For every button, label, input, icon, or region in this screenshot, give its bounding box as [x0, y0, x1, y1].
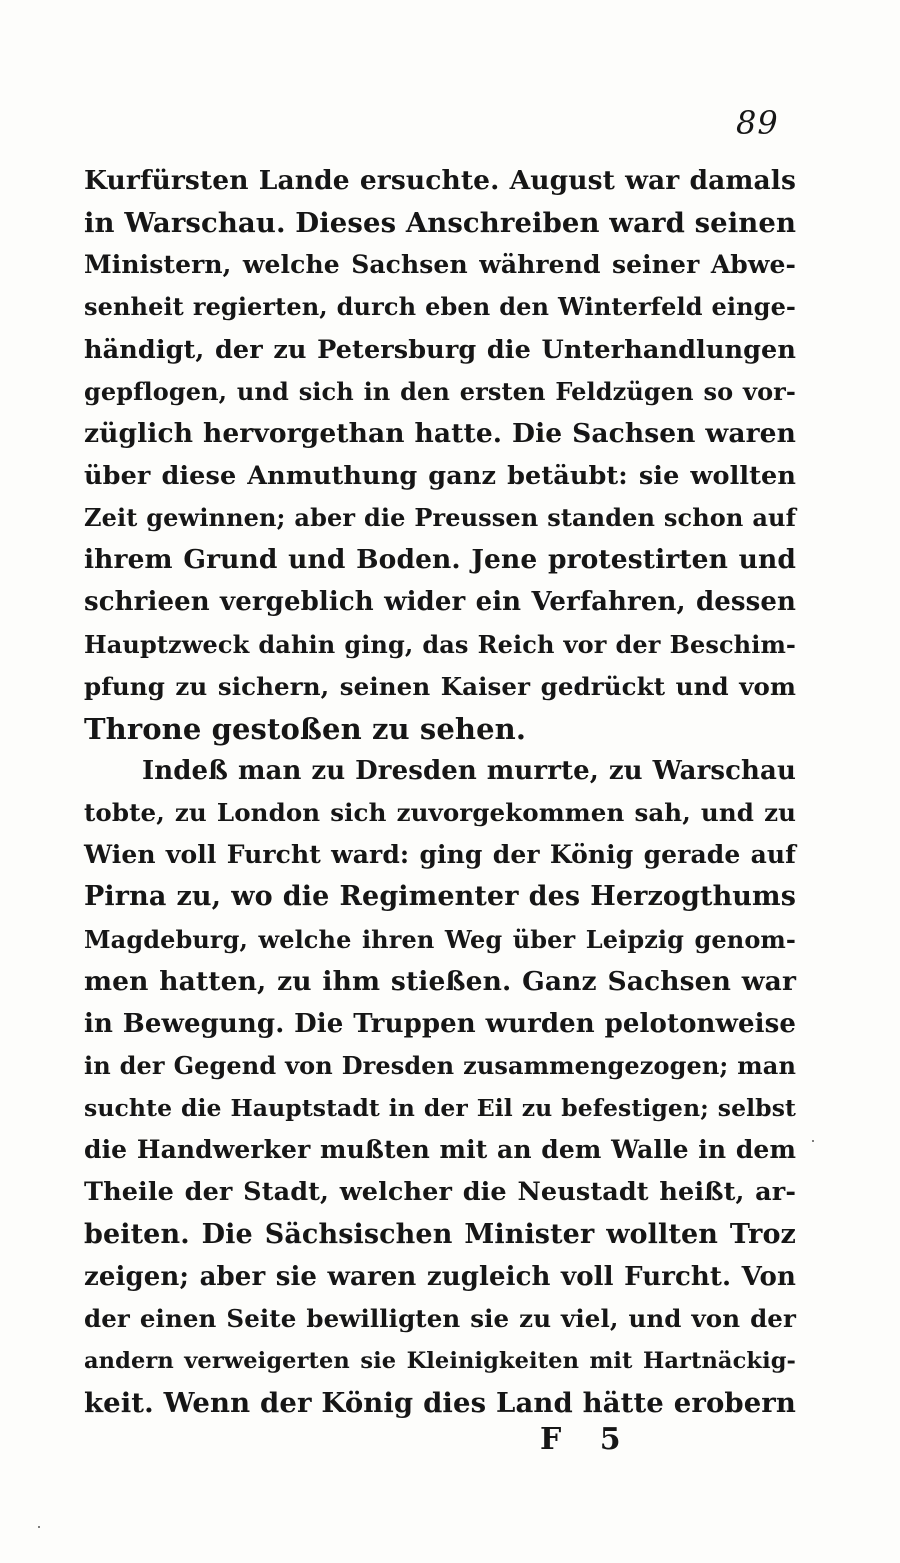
- text-line: Pirna zu, wo die Regimenter des Herzogthums: [84, 881, 796, 913]
- text-line: über diese Anmuthung ganz betäubt: sie wollten: [84, 460, 796, 491]
- text-line: Theile der Stadt, welcher die Neustadt heißt, ar-: [84, 1177, 796, 1208]
- print-speck: [38, 1526, 40, 1528]
- text-line: ihrem Grund und Boden. Jene protestirten und: [84, 544, 796, 576]
- text-line: Magdeburg, welche ihren Weg über Leipzig genom-: [84, 924, 796, 954]
- text-line: händigt, der zu Petersburg die Unterhandlungen: [84, 334, 796, 365]
- text-line: pfung zu sichern, seinen Kaiser gedrückt und vom: [84, 671, 796, 701]
- text-line: in Warschau. Dieses Anschreiben ward seinen: [84, 207, 797, 240]
- text-line: Kurfürsten Lande ersuchte. August war damals: [84, 165, 796, 196]
- body-text: [84, 160, 796, 1424]
- text-line: tobte, zu London sich zuvorgekommen sah, und zu: [84, 798, 796, 828]
- text-line: suchte die Hauptstadt in der Eil zu befestigen; selbst: [84, 1094, 796, 1123]
- signature-mark: F 5: [540, 1422, 635, 1457]
- text-line: Hauptzweck dahin ging, das Reich vor der Beschim-: [84, 629, 796, 659]
- text-line: gepflogen, und sich in den ersten Feldzügen so vor-: [84, 376, 796, 406]
- text-line: andern verweigerten sie Kleinigkeiten mit Hartnäckig-: [84, 1347, 796, 1374]
- text-line: in Bewegung. Die Truppen wurden pelotonweise: [84, 1008, 796, 1039]
- text-line: zeigen; aber sie waren zugleich voll Furcht. Von: [84, 1261, 796, 1292]
- text-line: beiten. Die Sächsischen Minister wollten Troz: [84, 1218, 796, 1250]
- text-line: senheit regierten, durch eben den Winterfeld einge-: [84, 292, 796, 322]
- paragraph-first-line: Indeß man zu Dresden murrte, zu Warschau: [142, 755, 796, 786]
- text-line: die Handwerker mußten mit an dem Walle in dem: [84, 1135, 796, 1165]
- page-number: 89: [736, 104, 779, 142]
- print-speck: [812, 1140, 814, 1142]
- text-line: schrieen vergeblich wider ein Verfahren, dessen: [84, 587, 796, 618]
- text-line: der einen Seite bewilligten sie zu viel, und von der: [84, 1303, 796, 1333]
- text-line: Zeit gewinnen; aber die Preussen standen schon auf: [84, 503, 796, 533]
- text-line: in der Gegend von Dresden zusammengezogen; man: [84, 1050, 796, 1080]
- text-line: men hatten, zu ihm stießen. Ganz Sachsen war: [84, 965, 796, 997]
- paragraph-end-line: Throne gestoßen zu sehen.: [84, 711, 527, 746]
- text-line: Wien voll Furcht ward: ging der König gerade auf: [84, 840, 796, 870]
- text-line: Ministern, welche Sachsen während seiner Abwe-: [84, 250, 796, 280]
- text-line: keit. Wenn der König dies Land hätte erobern: [84, 1387, 796, 1420]
- text-line: züglich hervorgethan hatte. Die Sachsen waren: [84, 417, 796, 449]
